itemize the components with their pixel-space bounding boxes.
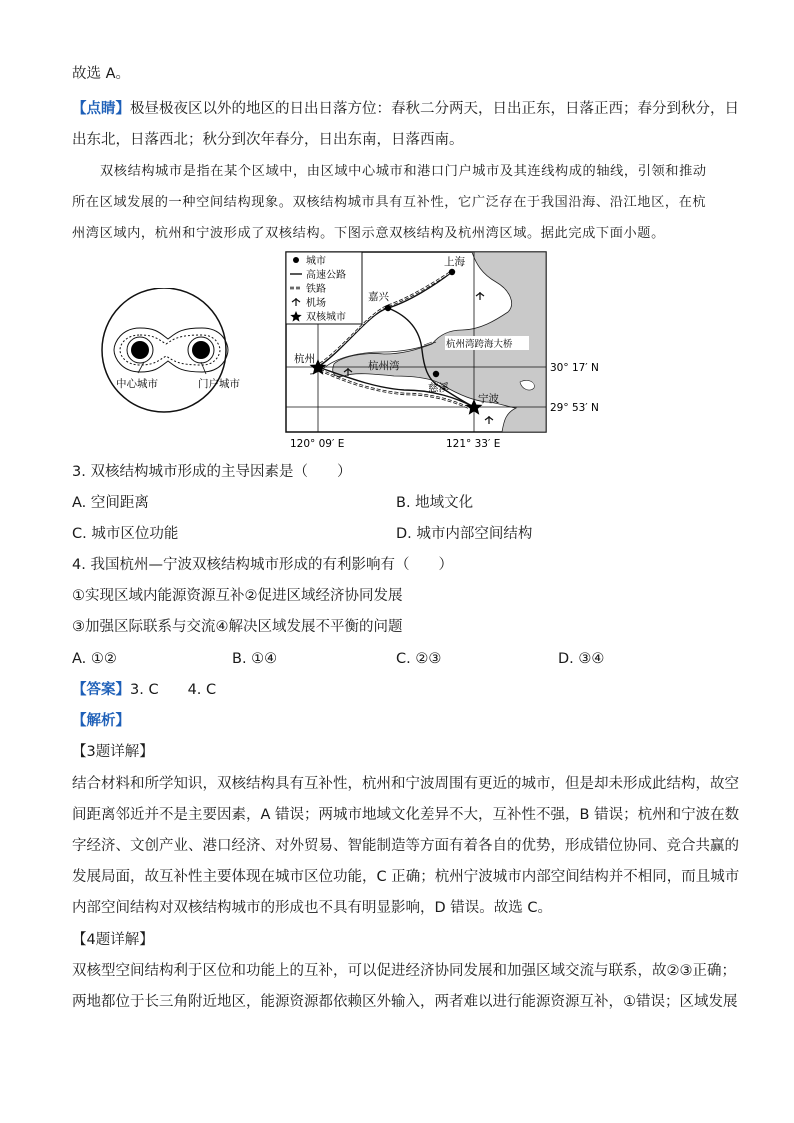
q3-detail-line5: 内部空间结构对双核结构城市的形成也不具有明显影响，D 错误。故选 C。 — [72, 900, 553, 916]
q4-option-d: D. ③④ — [558, 651, 605, 667]
shanghai-label: 上海 — [444, 256, 465, 268]
legend-dual-core: 双核城市 — [306, 312, 346, 323]
q4-detail-line2: 两地都位于长三角附近地区，能源资源都依赖区外输入，两者难以进行能源资源互补，①错误；区域发展 — [72, 994, 738, 1010]
dual-core-diagram — [78, 288, 258, 428]
q4-option-b: B. ①④ — [232, 651, 278, 667]
legend-highway: 高速公路 — [306, 270, 346, 281]
q4-detail-tag: 【4题详解】 — [72, 932, 154, 948]
center-city-label: 中心城市 — [116, 378, 158, 390]
answer-tag: 【答案】 — [72, 682, 130, 698]
dianjing-line1: 【点睛】极昼极夜区以外的地区的日出日落方位：春秋二分两天，日出正东，日落正西；春分到秋分，日 — [72, 101, 739, 117]
jiaxing-dot — [385, 305, 391, 311]
q3-option-d: D. 城市内部空间结构 — [396, 526, 533, 542]
bridge-label: 杭州湾跨海大桥 — [446, 339, 513, 350]
cixi-label: 慈溪 — [428, 382, 449, 394]
analysis-tag: 【解析】 — [72, 713, 130, 729]
lon-label-1: 120° 09′ E — [290, 438, 345, 450]
dianjing-tag: 【点睛】 — [72, 101, 130, 117]
cixi-dot — [433, 371, 439, 377]
legend-railway: 铁路 — [306, 284, 326, 295]
gateway-city-dot — [192, 341, 210, 359]
shanghai-dot — [449, 269, 455, 275]
lon-label-2: 121° 33′ E — [446, 438, 501, 450]
legend-airport: 机场 — [306, 298, 326, 309]
q3-detail-line3: 字经济、文创产业、港口经济、对外贸易、智能制造等方面有着各自的优势，形成错位协同、竞合共赢的 — [72, 838, 739, 854]
q4-option-c: C. ②③ — [396, 651, 442, 667]
q4-stem: 4. 我国杭州—宁波双核结构城市形成的有利影响有（ ） — [72, 557, 453, 573]
q3-detail-line4: 发展局面，故互补性主要体现在城市区位功能，C 正确；杭州宁波城市内部空间结构并不相同，而且城市 — [72, 869, 740, 885]
legend-city: 城市 — [306, 256, 326, 267]
jiaxing-label: 嘉兴 — [368, 291, 389, 303]
q4-detail-line1: 双核型空间结构利于区位和功能上的互补，可以促进经济协同发展和加强区域交流与联系，故②③正确； — [72, 963, 736, 979]
gateway-city-label: 门户城市 — [198, 378, 240, 390]
q3-option-c: C. 城市区位功能 — [72, 526, 179, 542]
q3-stem: 3. 双核结构城市形成的主导因素是（ ） — [72, 464, 352, 480]
q3-detail-tag: 【3题详解】 — [72, 744, 154, 760]
intro-end: 故选 A。 — [72, 66, 131, 82]
material-line1: 双核结构城市是指在某个区域中，由区域中心城市和港口门户城市及其连线构成的轴线，引领和推动 — [100, 164, 707, 179]
lat-label-2: 29° 53′ N — [550, 402, 599, 414]
answer-line — [72, 680, 216, 700]
dianjing-line2: 出东北，日落西北；秋分到次年春分，日出东南，日落西南。 — [72, 132, 464, 148]
hangzhou-bay-map — [284, 250, 634, 455]
q3-option-b: B. 地域文化 — [396, 495, 474, 511]
material-line3: 州湾区域内，杭州和宁波形成了双核结构。下图示意双核结构及杭州湾区域。据此完成下面小题。 — [72, 226, 665, 241]
lat-label-1: 30° 17′ N — [550, 362, 599, 374]
q4-statements-1: ①实现区域内能源资源互补②促进区域经济协同发展 — [72, 588, 403, 604]
q4-statements-2: ③加强区际联系与交流④解决区域发展不平衡的问题 — [72, 619, 403, 635]
q4-option-a: A. ①② — [72, 651, 117, 667]
hangzhou-label: 杭州 — [294, 353, 315, 365]
center-city-dot — [131, 341, 149, 359]
hangzhouwan-label: 杭州湾 — [368, 360, 400, 372]
ningbo-label: 宁波 — [478, 393, 499, 405]
q3-detail-line1: 结合材料和所学知识，双核结构具有互补性，杭州和宁波周围有更近的城市，但是却未形成此结构，故空 — [72, 776, 739, 792]
material-line2: 所在区域发展的一种空间结构现象。双核结构城市具有互补性，它广泛存在于我国沿海、沿江地区，在杭 — [72, 195, 707, 210]
q3-option-a: A. 空间距离 — [72, 495, 149, 511]
q3-detail-line2: 间距离邻近并不是主要因素，A 错误；两城市地域文化差异不大，互补性不强，B 错误；杭州和宁波在数 — [72, 807, 740, 823]
answer-text: 3. C 4. C — [130, 682, 217, 698]
